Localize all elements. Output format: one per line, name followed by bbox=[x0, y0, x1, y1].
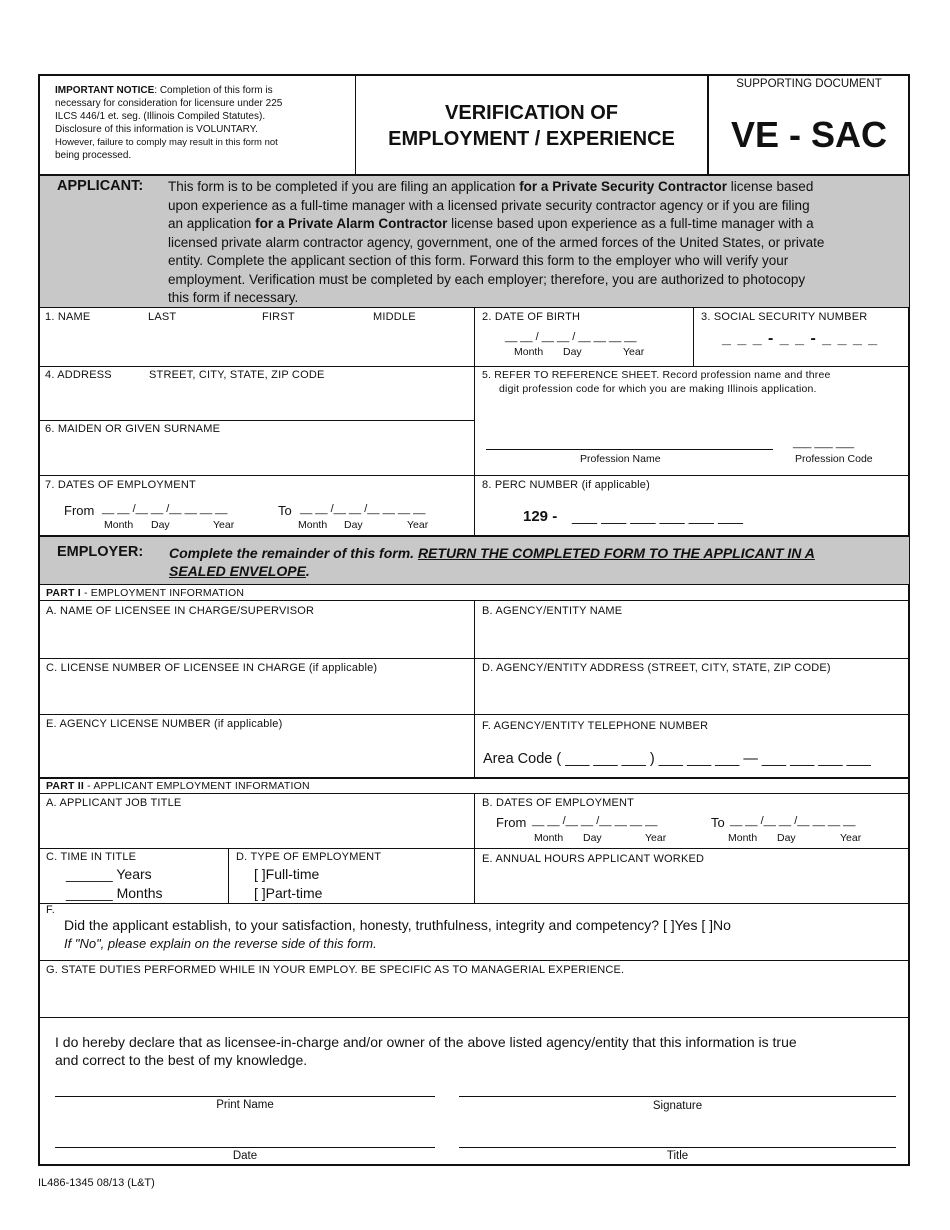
question-f-label: F. bbox=[46, 904, 55, 916]
form-title bbox=[356, 100, 707, 152]
applicant-heading: APPLICANT: bbox=[57, 178, 144, 194]
from-label: From bbox=[64, 503, 95, 518]
instruction-bold: for a Private Security Contractor bbox=[519, 179, 728, 194]
supporting-document-label: SUPPORTING DOCUMENT bbox=[736, 78, 882, 90]
reference-sheet-label: digit profession code for which you are making Illinois application. bbox=[499, 383, 817, 395]
job-from-input[interactable]: __ __ /__ __ /__ __ __ __ bbox=[532, 815, 658, 827]
part-title: - EMPLOYMENT INFORMATION bbox=[80, 587, 245, 599]
part-label: PART I bbox=[46, 587, 81, 599]
perc-number-input[interactable]: ___ ___ ___ ___ ___ ___ bbox=[572, 508, 743, 525]
agency-telephone-input[interactable]: Area Code ( ___ ___ ___ ) ___ ___ ___ — ___ ___ ___ ___ bbox=[483, 751, 871, 767]
agency-address-label: D. AGENCY/ENTITY ADDRESS (STREET, CITY, STATE, ZIP CODE) bbox=[482, 662, 831, 674]
agency-telephone-label: F. AGENCY/ENTITY TELEPHONE NUMBER bbox=[482, 720, 709, 732]
instruction-text: Complete the remainder of this form. bbox=[169, 545, 418, 561]
form-code: VE - SAC bbox=[730, 114, 888, 155]
divider bbox=[39, 1017, 910, 1018]
year-label: Year bbox=[623, 346, 645, 358]
date-line[interactable] bbox=[55, 1147, 435, 1148]
perc-prefix: 129 - bbox=[523, 508, 558, 525]
notice-text: necessary for consideration for licensure under 225 bbox=[55, 98, 283, 109]
licensee-license-number-input[interactable] bbox=[42, 677, 470, 712]
job-title-label: A. APPLICANT JOB TITLE bbox=[46, 797, 182, 809]
instruction-text: This form is to be completed if you are filing an application bbox=[168, 179, 520, 194]
instruction-underlined: RETURN THE COMPLETED FORM TO THE APPLICANT IN A bbox=[417, 545, 815, 561]
part2-heading bbox=[46, 780, 310, 792]
divider bbox=[228, 848, 229, 903]
divider bbox=[39, 848, 910, 849]
agency-license-number-label: E. AGENCY LICENSE NUMBER (if applicable) bbox=[46, 718, 283, 730]
print-name-line[interactable] bbox=[55, 1096, 435, 1097]
notice-text: However, failure to comply may result in this form not bbox=[55, 137, 278, 148]
notice-text: : Completion of this form is bbox=[154, 85, 273, 96]
ssn-input[interactable]: _ _ _ - _ _ - _ _ _ _ bbox=[722, 330, 879, 347]
dates-of-employment-label: 7. DATES OF EMPLOYMENT bbox=[45, 479, 196, 491]
dob-label: 2. DATE OF BIRTH bbox=[482, 311, 581, 323]
instruction-text: an application bbox=[168, 216, 256, 231]
day-label: Day bbox=[563, 346, 582, 358]
type-of-employment-label: D. TYPE OF EMPLOYMENT bbox=[236, 851, 382, 863]
part1-heading bbox=[46, 587, 244, 599]
profession-name-line[interactable] bbox=[486, 449, 773, 450]
instruction-underlined: SEALED ENVELOPE bbox=[169, 563, 306, 579]
instruction-text: entity. Complete the applicant section of this form. Forward this form to the employer who will verify your bbox=[168, 253, 789, 268]
address-input[interactable] bbox=[42, 384, 470, 418]
day-label: Day bbox=[777, 832, 796, 844]
job-to-input[interactable]: __ __ /__ __ /__ __ __ __ bbox=[730, 815, 856, 827]
divider bbox=[39, 658, 910, 659]
months-input[interactable]: ______ Months bbox=[66, 885, 163, 901]
from-label: From bbox=[496, 815, 527, 830]
dates-of-employment-label: B. DATES OF EMPLOYMENT bbox=[482, 797, 635, 809]
divider bbox=[693, 308, 694, 366]
instruction-text: employment. Verification must be completed by each employer; therefore, you are authorized to photocopy bbox=[168, 271, 806, 287]
month-label: Month bbox=[534, 832, 564, 844]
divider bbox=[39, 584, 910, 585]
full-time-checkbox[interactable]: [ ]Full-time bbox=[254, 866, 320, 882]
last-name-label: LAST bbox=[148, 311, 177, 323]
divider bbox=[39, 960, 910, 961]
important-notice bbox=[55, 84, 350, 162]
divider bbox=[474, 308, 475, 535]
divider bbox=[39, 777, 910, 779]
annual-hours-input[interactable] bbox=[478, 868, 906, 900]
declaration-text bbox=[55, 1033, 905, 1069]
month-label: Month bbox=[104, 519, 134, 531]
duties-label: G. STATE DUTIES PERFORMED WHILE IN YOUR EMPLOY. BE SPECIFIC AS TO MANAGERIAL EXPERIENCE. bbox=[46, 964, 625, 976]
licensee-license-number-label: C. LICENSE NUMBER OF LICENSEE IN CHARGE (if applicable) bbox=[46, 662, 378, 674]
annual-hours-label: E. ANNUAL HOURS APPLICANT WORKED bbox=[482, 853, 705, 865]
employer-instructions bbox=[169, 544, 904, 580]
integrity-question[interactable]: Did the applicant establish, to your satisfaction, honesty, truthfulness, integrity and competency? [ ]Yes [ ]No bbox=[64, 917, 731, 933]
declaration-line: I do hereby declare that as licensee-in-charge and/or owner of the above listed agency/entity that this information is true bbox=[55, 1034, 797, 1050]
day-label: Day bbox=[344, 519, 363, 531]
day-label: Day bbox=[583, 832, 602, 844]
agency-license-number-input[interactable] bbox=[42, 733, 470, 773]
profession-code-label: Profession Code bbox=[795, 453, 873, 465]
instruction-text: upon experience as a full-time manager with a licensed private security contractor agency or if you are filing bbox=[168, 197, 810, 213]
address-label: 4. ADDRESS bbox=[45, 369, 112, 381]
profession-name-label: Profession Name bbox=[580, 453, 661, 465]
years-input[interactable]: ______ Years bbox=[66, 866, 152, 882]
notice-heading: IMPORTANT NOTICE bbox=[55, 85, 155, 96]
instruction-text: license based bbox=[727, 179, 814, 194]
reference-sheet-label: 5. REFER TO REFERENCE SHEET. Record profession name and three bbox=[482, 369, 831, 381]
agency-name-input[interactable] bbox=[478, 620, 906, 656]
divider bbox=[39, 475, 910, 476]
explain-note: If "No", please explain on the reverse side of this form. bbox=[64, 936, 377, 951]
declaration-line: and correct to the best of my knowledge. bbox=[55, 1052, 308, 1068]
instruction-text: . bbox=[305, 563, 310, 579]
instruction-bold: for a Private Alarm Contractor bbox=[255, 216, 448, 231]
year-label: Year bbox=[840, 832, 862, 844]
perc-number-label: 8. PERC NUMBER (if applicable) bbox=[482, 479, 650, 491]
agency-name-label: B. AGENCY/ENTITY NAME bbox=[482, 605, 623, 617]
employment-from-input[interactable]: __ __ /__ __ /__ __ __ __ bbox=[102, 503, 228, 515]
job-title-input[interactable] bbox=[42, 812, 470, 845]
date-label: Date bbox=[232, 1150, 258, 1162]
instruction-text: license based upon experience as a full-time manager with a bbox=[447, 216, 814, 231]
title-line: VERIFICATION OF bbox=[445, 102, 618, 124]
divider bbox=[39, 420, 475, 421]
name-label: 1. NAME bbox=[45, 311, 91, 323]
title-line[interactable] bbox=[459, 1147, 896, 1148]
month-label: Month bbox=[514, 346, 544, 358]
year-label: Year bbox=[407, 519, 429, 531]
instruction-text: this form if necessary. bbox=[168, 290, 299, 305]
profession-code-input[interactable]: ___ ___ ___ bbox=[793, 437, 855, 449]
to-label: To bbox=[278, 503, 292, 518]
agency-address-input[interactable] bbox=[478, 677, 906, 712]
divider bbox=[39, 903, 910, 904]
licensee-in-charge-input[interactable] bbox=[42, 620, 470, 656]
part-title: - APPLICANT EMPLOYMENT INFORMATION bbox=[83, 780, 310, 792]
applicant-instructions bbox=[168, 178, 903, 308]
divider bbox=[707, 75, 709, 174]
divider bbox=[39, 714, 910, 715]
notice-text: ILCS 446/1 et. seg. (Illinois Compiled Statutes). bbox=[55, 111, 266, 122]
divider bbox=[474, 600, 475, 777]
title-line: EMPLOYMENT / EXPERIENCE bbox=[388, 128, 675, 150]
signature-line[interactable] bbox=[459, 1096, 896, 1097]
employer-heading: EMPLOYER: bbox=[57, 544, 144, 560]
divider bbox=[39, 174, 910, 176]
dob-input[interactable]: __ __ / __ __ / __ __ __ __ bbox=[505, 331, 637, 343]
maiden-name-label: 6. MAIDEN OR GIVEN SURNAME bbox=[45, 423, 221, 435]
middle-name-label: MIDDLE bbox=[373, 311, 416, 323]
time-in-title-label: C. TIME IN TITLE bbox=[46, 851, 137, 863]
year-label: Year bbox=[645, 832, 667, 844]
part-label: PART II bbox=[46, 780, 84, 792]
month-label: Month bbox=[728, 832, 758, 844]
form-number-footer: IL486-1345 08/13 (L&T) bbox=[38, 1177, 155, 1189]
divider bbox=[39, 366, 910, 367]
maiden-name-input[interactable] bbox=[42, 438, 470, 472]
address-parts-label: STREET, CITY, STATE, ZIP CODE bbox=[149, 369, 325, 381]
notice-text: Disclosure of this information is VOLUNTARY. bbox=[55, 124, 258, 135]
duties-input[interactable] bbox=[42, 979, 906, 1015]
year-label: Year bbox=[213, 519, 235, 531]
employment-to-input[interactable]: __ __ /__ __ /__ __ __ __ bbox=[300, 503, 426, 515]
print-name-label: Print Name bbox=[216, 1099, 274, 1111]
notice-text: being processed. bbox=[55, 150, 132, 161]
instruction-text: licensed private alarm contractor agency, government, one of the armed forces of the United States, or private bbox=[168, 234, 825, 250]
licensee-in-charge-label: A. NAME OF LICENSEE IN CHARGE/SUPERVISOR bbox=[46, 605, 315, 617]
part-time-checkbox[interactable]: [ ]Part-time bbox=[254, 885, 323, 901]
first-name-label: FIRST bbox=[262, 311, 295, 323]
ssn-label: 3. SOCIAL SECURITY NUMBER bbox=[701, 311, 868, 323]
to-label: To bbox=[711, 815, 725, 830]
name-input[interactable] bbox=[42, 326, 470, 364]
title-label: Title bbox=[666, 1150, 689, 1162]
month-label: Month bbox=[298, 519, 328, 531]
signature-label: Signature bbox=[652, 1100, 703, 1112]
day-label: Day bbox=[151, 519, 170, 531]
